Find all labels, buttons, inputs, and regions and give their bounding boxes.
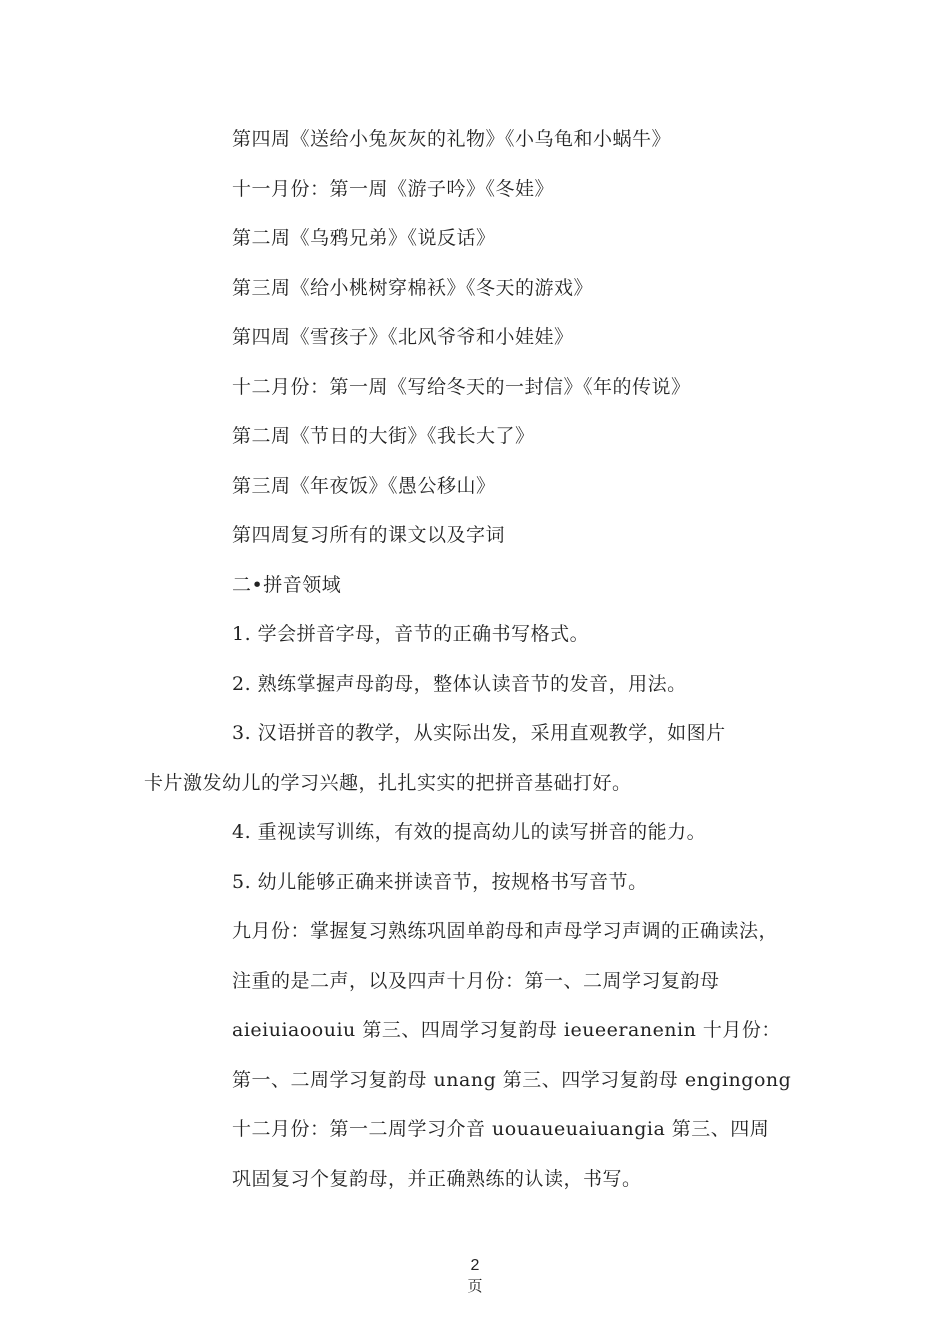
text-line-november-week3: 第三周《给小桃树穿棉袄》《冬天的游戏》 (232, 277, 594, 299)
text-line-december-plan: 十二月份：第一二周学习介音 uouaueuaiuangia 第三、四周 (232, 1118, 770, 1140)
list-item-4: 4. 重视读写训练，有效的提高幼儿的读写拼音的能力。 (232, 821, 707, 843)
list-item-1: 1. 学会拼音字母，音节的正确书写格式。 (232, 623, 590, 645)
text-line-november-week4: 第四周《雪孩子》《北风爷爷和小娃娃》 (232, 326, 574, 348)
text-line-november-week1: 十一月份：第一周《游子吟》《冬娃》 (232, 178, 555, 200)
list-item-2: 2. 熟练掌握声母韵母，整体认读音节的发音，用法。 (232, 673, 687, 695)
section-heading-pinyin: 二•拼音领域 (232, 574, 342, 596)
text-line-review: 巩固复习个复韵母，并正确熟练的认读，书写。 (232, 1168, 642, 1190)
text-line-december-week1: 十二月份：第一周《写给冬天的一封信》《年的传说》 (232, 376, 691, 398)
list-item-3: 3. 汉语拼音的教学，从实际出发，采用直观教学，如图片 (232, 722, 726, 744)
text-line-week4-nov-books: 第四周《送给小兔灰灰的礼物》《小乌龟和小蜗牛》 (232, 128, 672, 150)
page-label: 页 (467, 1277, 483, 1295)
text-line-december-week2: 第二周《节日的大街》《我长大了》 (232, 425, 535, 447)
text-line-september-plan: 九月份：掌握复习熟练巩固单韵母和声母学习声调的正确读法， (232, 920, 779, 942)
text-line-december-week3: 第三周《年夜饭》《愚公移山》 (232, 475, 496, 497)
text-line-october-plan: 注重的是二声，以及四声十月份：第一、二周学习复韵母 (232, 970, 720, 992)
list-item-3-continued: 卡片激发幼儿的学习兴趣，扎扎实实的把拼音基础打好。 (144, 772, 632, 794)
text-line-december-week4: 第四周复习所有的课文以及字词 (232, 524, 506, 546)
text-line-november-week2: 第二周《乌鸦兄弟》《说反话》 (232, 227, 496, 249)
list-item-5: 5. 幼儿能够正确来拼读音节，按规格书写音节。 (232, 871, 648, 893)
text-line-compound-finals: aieiuiaoouiu 第三、四周学习复韵母 ieueeranenin 十月份： (232, 1019, 781, 1041)
text-line-nasal-finals: 第一、二周学习复韵母 unang 第三、四学习复韵母 engingong (232, 1069, 792, 1091)
page-number: 2 (470, 1257, 480, 1274)
